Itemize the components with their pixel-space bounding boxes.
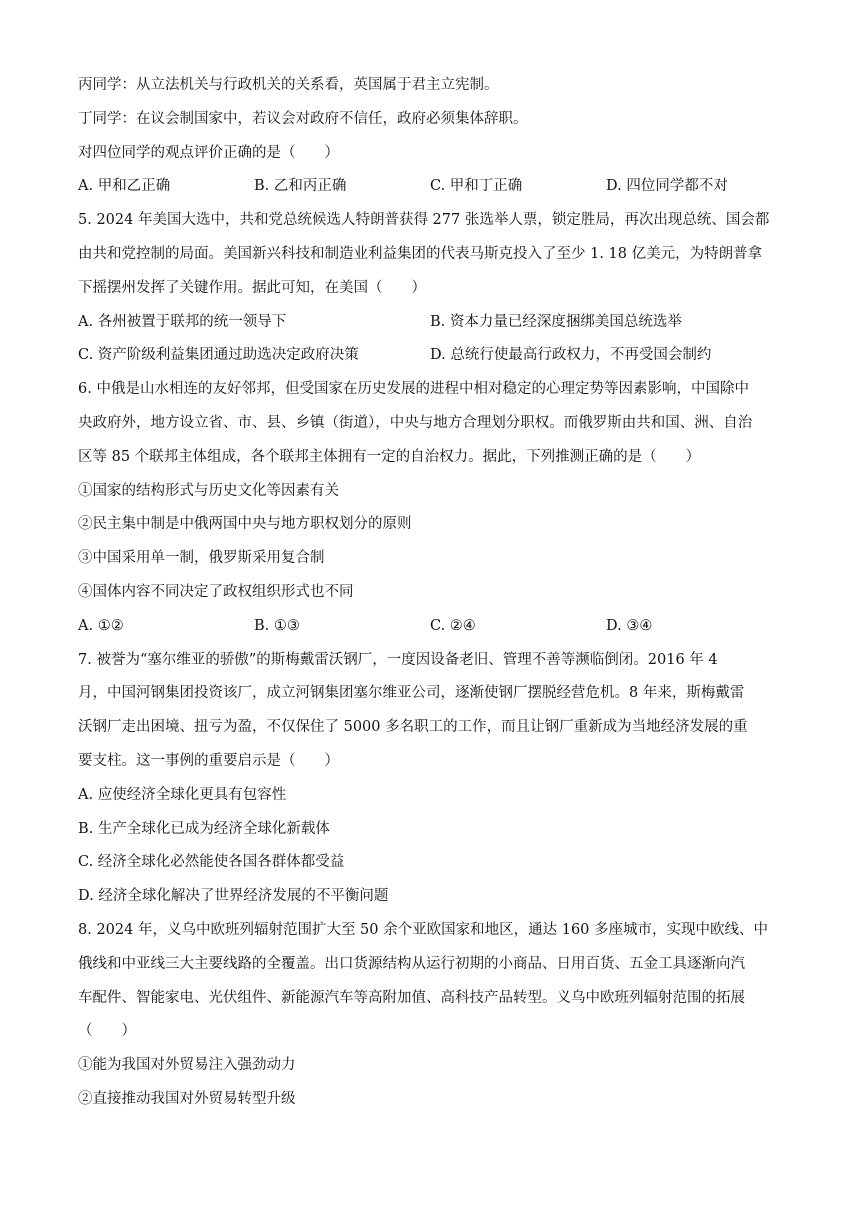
question-6-item: ②民主集中制是中俄两国中央与地方职权划分的原则 (78, 516, 412, 533)
question-5-options-row (78, 339, 790, 373)
question-6-stem-line: 6. 中俄是山水相连的友好邻邦，但受国家在历史发展的进程中相对稳定的心理定势等因素影响，中国除中 (78, 381, 749, 398)
question-8-item: ①能为我国对外贸易注入强劲动力 (78, 1057, 296, 1074)
option-d[interactable]: D. 经济全球化解决了世界经济发展的不平衡问题 (78, 888, 389, 905)
question-5-stem-line: 5. 2024 年美国大选中，共和党总统候选人特朗普获得 277 张选举人票，锁定胜局，再次出现总统、国会都 (78, 212, 770, 229)
option-b[interactable]: B. ①③ (254, 617, 300, 634)
question-8-stem-line: 车配件、智能家电、光伏组件、新能源汽车等高附加值、高科技产品转型。义乌中欧班列辐射范围的拓展 (78, 989, 745, 1006)
question-8-item: ②直接推动我国对外贸易转型升级 (78, 1090, 296, 1107)
question-7-stem-line: 7. 被誉为“塞尔维亚的骄傲”的斯梅戴雷沃钢厂，一度因设备老旧、管理不善等濒临倒闭。2016 年 4 (78, 651, 718, 668)
question-8-stem-line: （ ） (78, 1023, 136, 1040)
question-5-stem-line: 下摇摆州发挥了关键作用。据此可知，在美国（ ） (78, 279, 426, 296)
option-b[interactable]: B. 乙和丙正确 (254, 178, 347, 195)
question-7-stem-line: 沃钢厂走出困境、扭亏为盈，不仅保住了 5000 多名职工的工作，而且让钢厂重新成为当地经济发展的重 (78, 719, 748, 736)
option-c[interactable]: C. 甲和丁正确 (430, 178, 523, 195)
option-d[interactable]: D. 四位同学都不对 (606, 178, 728, 195)
question-6-item: ①国家的结构形式与历史文化等因素有关 (78, 482, 339, 499)
option-a[interactable]: A. 应使经济全球化更具有包容性 (78, 786, 287, 803)
question-5 (78, 204, 790, 373)
option-b[interactable]: B. 生产全球化已成为经济全球化新载体 (78, 820, 330, 837)
question-7 (78, 644, 790, 914)
question-4-prompt: 对四位同学的观点评价正确的是（ ） (78, 144, 339, 161)
option-c[interactable]: C. ②④ (430, 617, 476, 634)
option-c[interactable]: C. 资产阶级利益集团通过助选决定政府决策 (78, 347, 359, 364)
question-8 (78, 914, 790, 1117)
statement-bing: 丙同学：从立法机关与行政机关的关系看，英国属于君主立宪制。 (78, 77, 499, 93)
option-c[interactable]: C. 经济全球化必然能使各国各群体都受益 (78, 854, 345, 871)
option-b[interactable]: B. 资本力量已经深度捆绑美国总统选举 (430, 313, 682, 330)
question-5-options-row (78, 306, 790, 340)
question-6-stem-line: 区等 85 个联邦主体组成，各个联邦主体拥有一定的自治权力。据此，下列推测正确的是（ ） (78, 448, 701, 465)
statement-ding: 丁同学：在议会制国家中，若议会对政府不信任，政府必须集体辞职。 (78, 110, 528, 127)
question-5-stem-line: 由共和党控制的局面。美国新兴科技和制造业利益集团的代表马斯克投入了至少 1. 18 亿美元，为特朗普拿 (78, 245, 763, 262)
question-7-stem-line: 月，中国河钢集团投资该厂，成立河钢集团塞尔维亚公司，逐渐使钢厂摆脱经营危机。8 年来，斯梅戴雷 (78, 685, 745, 702)
question-8-stem-line: 8. 2024 年，义乌中欧班列辐射范围扩大至 50 余个亚欧国家和地区，通达 160 多座城市，实现中欧线、中 (78, 921, 769, 938)
question-6-stem-line: 央政府外，地方设立省、市、县、乡镇（街道），中央与地方合理划分职权。而俄罗斯由共和国、洲、自治 (78, 414, 753, 431)
option-a[interactable]: A. ①② (78, 617, 124, 634)
question-7-stem-line: 要支柱。这一事例的重要启示是（ ） (78, 752, 339, 769)
question-6-item: ③中国采用单一制，俄罗斯采用复合制 (78, 550, 325, 567)
option-d[interactable]: D. ③④ (606, 617, 653, 634)
question-4-options (78, 170, 790, 204)
option-a[interactable]: A. 甲和乙正确 (78, 178, 171, 195)
question-8-stem-line: 俄线和中亚线三大主要线路的全覆盖。出口货源结构从运行初期的小商品、日用百货、五金工具逐渐向汽 (78, 955, 745, 972)
question-6 (78, 373, 790, 643)
question-6-options (78, 610, 790, 644)
exam-page (78, 69, 790, 1117)
option-d[interactable]: D. 总统行使最高行政权力，不再受国会制约 (430, 347, 712, 364)
option-a[interactable]: A. 各州被置于联邦的统一领导下 (78, 313, 287, 330)
question-6-item: ④国体内容不同决定了政权组织形式也不同 (78, 583, 354, 600)
